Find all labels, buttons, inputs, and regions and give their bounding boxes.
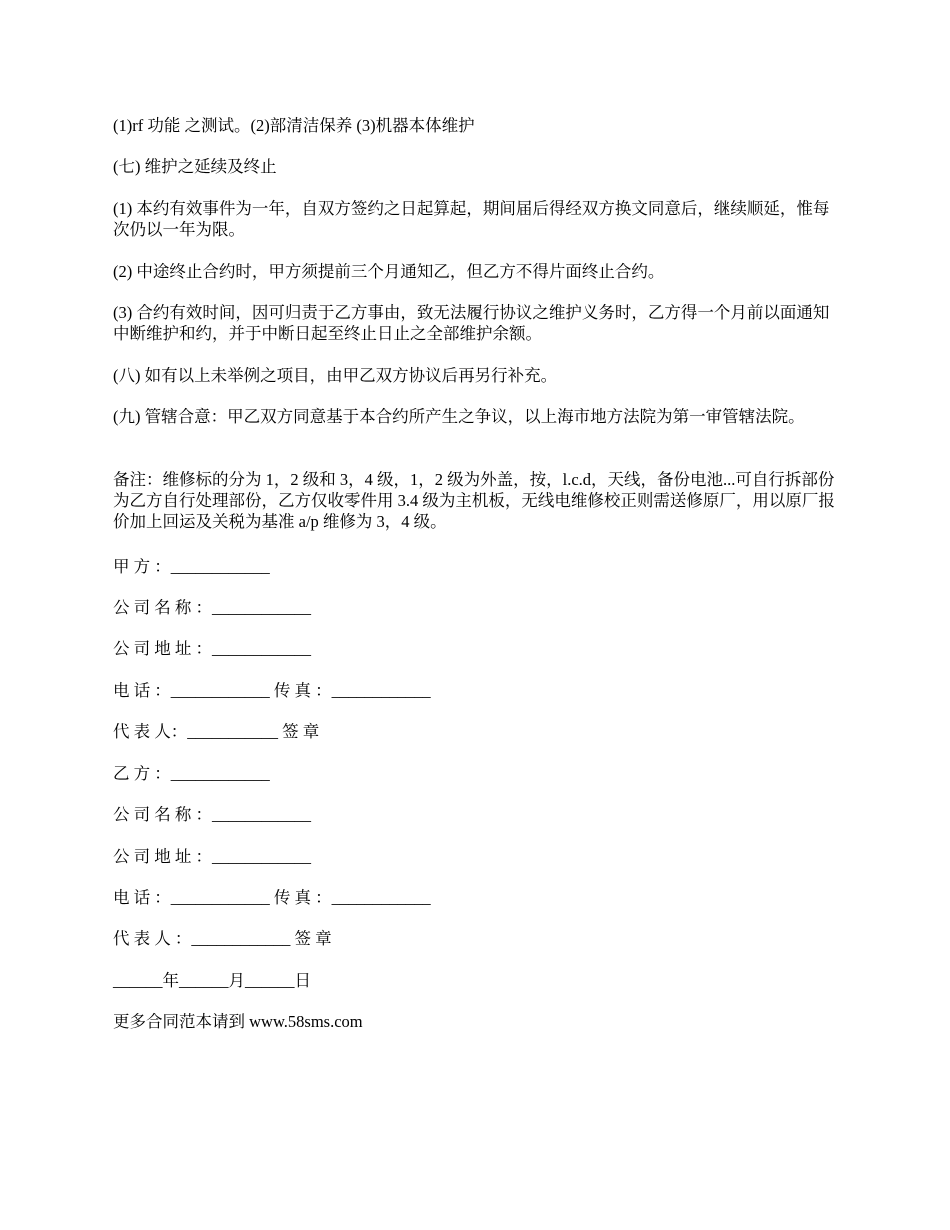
party-a-phone-fax-line: 电 话 ：____________ 传 真 ：____________ xyxy=(113,681,431,700)
section-9: (九) 管辖合意：甲乙双方同意基于本合约所产生之争议，以上海市地方法院为第一审管辖法院。 xyxy=(113,407,805,426)
paragraph-maintenance-items: (1)rf 功能 之测试。(2)部清洁保养 (3)机器本体维护 xyxy=(113,116,475,135)
section-heading-7: (七) 维护之延续及终止 xyxy=(113,157,277,176)
section-8: (八) 如有以上未举例之项目，由甲乙双方协议后再另行补充。 xyxy=(113,366,558,385)
date-line: ______年______月______日 xyxy=(113,971,311,990)
party-a-line: 甲 方 ：____________ xyxy=(113,557,270,576)
clause-7-2: (2) 中途终止合约时，甲方须提前三个月通知乙，但乙方不得片面终止合约。 xyxy=(113,262,665,281)
party-a-address-line: 公 司 地 址 ：____________ xyxy=(113,639,311,658)
party-b-company-line: 公 司 名 称 ：____________ xyxy=(113,805,311,824)
party-a-company-line: 公 司 名 称 ：____________ xyxy=(113,598,311,617)
party-b-address-line: 公 司 地 址 ：____________ xyxy=(113,847,311,866)
remarks-paragraph: 备注：维修标的分为 1，2 级和 3，4 级，1，2 级为外盖，按，l.c.d，天线，备份电池...可自行拆部份为乙方自行处理部份，乙方仅收零件用 3.4 级为主机板，无线电维修校正则需送修原厂，用以原厂报价加上回运及关税为基准 a/p 维修为 3，4 级。 xyxy=(113,470,835,531)
clause-7-3: (3) 合约有效时间，因可归责于乙方事由，致无法履行协议之维护义务时，乙方得一个月前以面通知中断维护和约，并于中断日起至终止日止之全部维护余额。 xyxy=(113,303,830,343)
party-b-line: 乙 方 ：____________ xyxy=(113,764,270,783)
footer-more-contracts: 更多合同范本请到 www.58sms.com xyxy=(113,1012,363,1031)
party-a-representative-line: 代 表 人：___________ 签 章 xyxy=(113,722,320,741)
party-b-phone-fax-line: 电 话 ：____________ 传 真 ：____________ xyxy=(113,888,431,907)
party-b-representative-line: 代 表 人 ：____________ 签 章 xyxy=(113,929,332,948)
clause-7-1: (1) 本约有效事件为一年，自双方签约之日起算起，期间届后得经双方换文同意后，继续顺延，惟每次仍以一年为限。 xyxy=(113,199,830,239)
